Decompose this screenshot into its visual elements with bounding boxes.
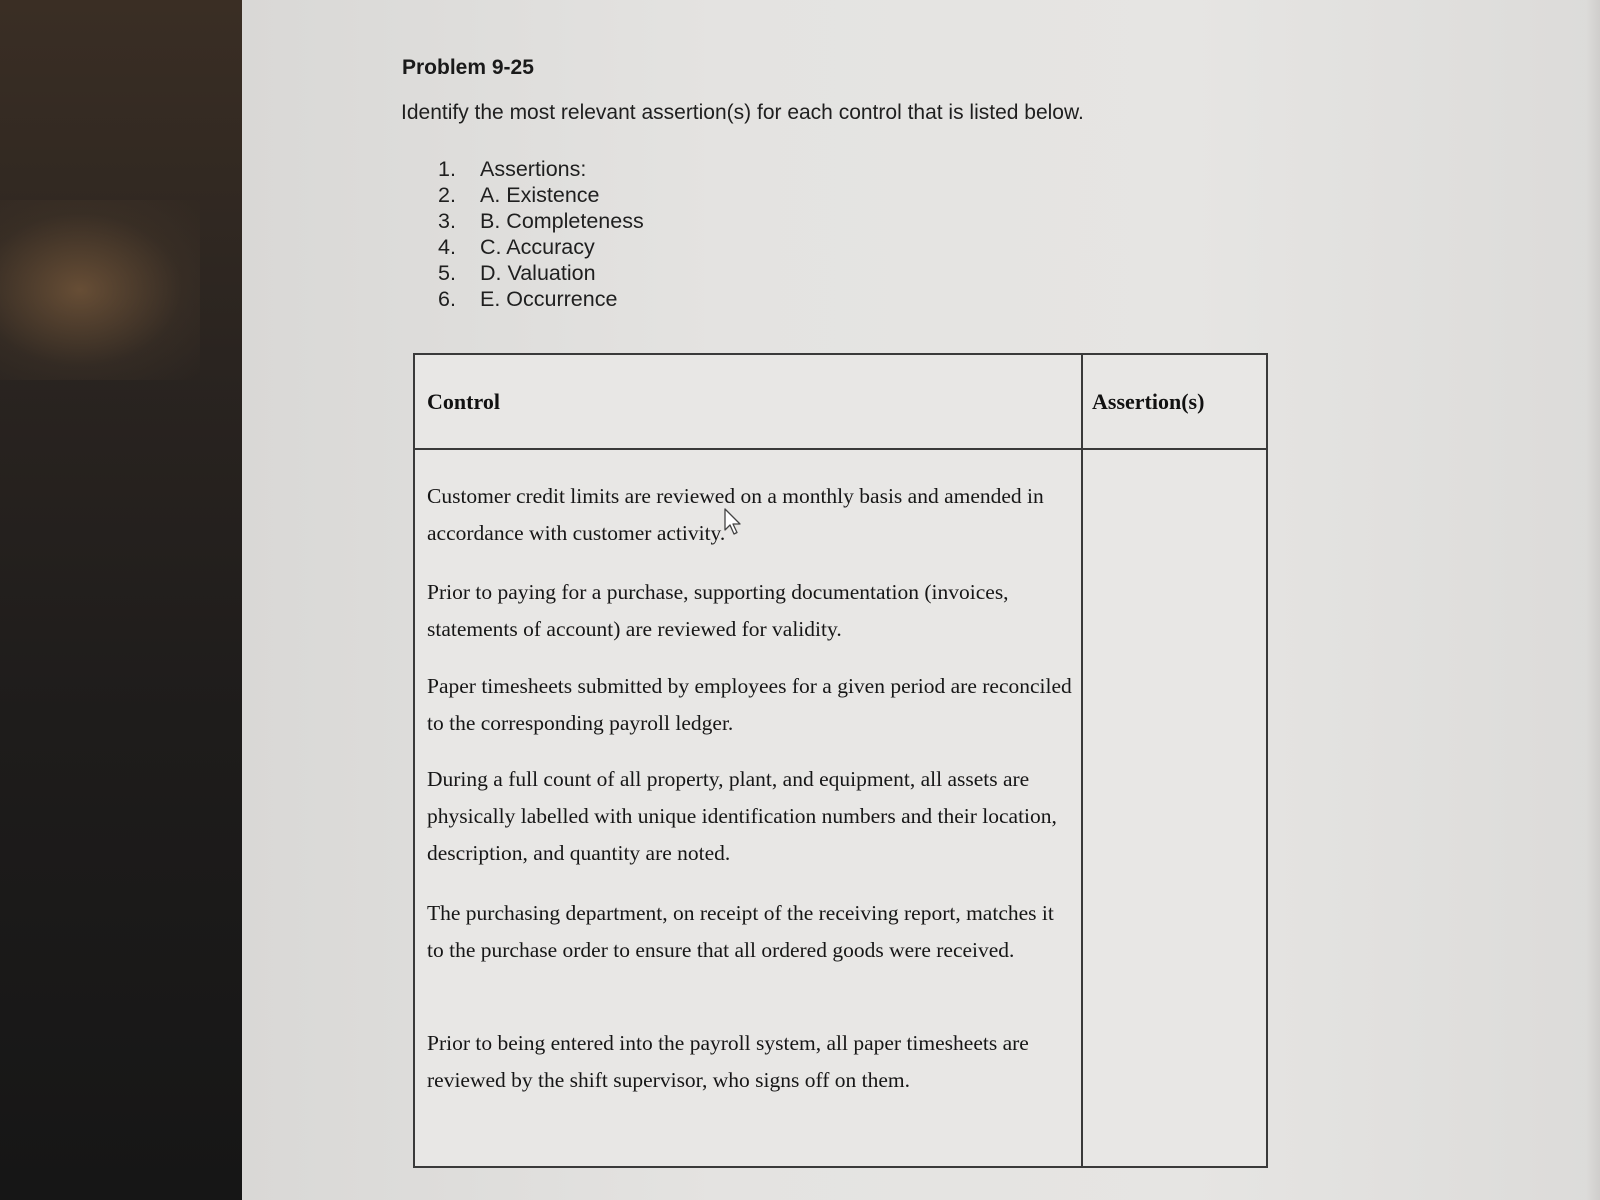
list-text: Assertions: (480, 157, 587, 181)
list-text: B. Completeness (480, 209, 644, 233)
assertion-cell[interactable] (1085, 1025, 1265, 1055)
problem-instructions: Identify the most relevant assertion(s) for each control that is listed below. (401, 101, 1084, 124)
assertion-cell[interactable] (1085, 668, 1265, 698)
control-text: Paper timesheets submitted by employees for a given period are reconciled to the corresponding payroll ledger. (427, 674, 1072, 735)
list-item (438, 234, 644, 260)
list-item (438, 286, 644, 312)
list-number: 2. (438, 183, 456, 207)
monitor-bezel (0, 0, 260, 1200)
problem-title: Problem 9-25 (402, 56, 534, 79)
control-table (413, 353, 1268, 1168)
list-text: C. Accuracy (480, 235, 595, 259)
control-text: During a full count of all property, plant, and equipment, all assets are physically labelled with unique identification numbers and their location, description, and quantity are noted. (427, 767, 1057, 865)
control-text: Customer credit limits are reviewed on a monthly basis and amended in accordance with customer activity. (427, 484, 1044, 545)
assertion-cell[interactable] (1085, 574, 1265, 604)
table-row (427, 1025, 1072, 1099)
list-text: E. Occurrence (480, 287, 618, 311)
list-item (438, 260, 644, 286)
list-text: D. Valuation (480, 261, 596, 285)
list-text: A. Existence (480, 183, 600, 207)
table-row (427, 895, 1072, 969)
control-text: The purchasing department, on receipt of the receiving report, matches it to the purchase order to ensure that all ordered goods were received. (427, 901, 1054, 962)
list-number: 3. (438, 209, 456, 233)
screen-edge-shadow (1586, 0, 1600, 1200)
table-row (427, 761, 1072, 872)
control-text: Prior to being entered into the payroll system, all paper timesheets are reviewed by the shift supervisor, who signs off on them. (427, 1031, 1029, 1092)
assertion-cell[interactable] (1085, 478, 1265, 508)
list-number: 6. (438, 287, 456, 311)
list-item (438, 208, 644, 234)
assertions-column-header: Assertion(s) (1092, 389, 1205, 414)
light-reflection (0, 200, 200, 380)
list-number: 1. (438, 157, 456, 181)
assertion-cell[interactable] (1085, 761, 1265, 791)
control-column-header: Control (427, 389, 500, 414)
mouse-cursor-icon (723, 508, 743, 536)
table-row (427, 478, 1072, 552)
list-item (438, 182, 644, 208)
control-text: Prior to paying for a purchase, supporting documentation (invoices, statements of account) are reviewed for validity. (427, 580, 1009, 641)
table-row (427, 668, 1072, 742)
column-divider (1081, 355, 1083, 1166)
list-number: 4. (438, 235, 456, 259)
assertion-cell[interactable] (1085, 895, 1265, 925)
list-number: 5. (438, 261, 456, 285)
list-item (438, 156, 644, 182)
table-row (427, 574, 1072, 648)
header-divider (415, 448, 1266, 450)
assertions-list (438, 156, 644, 312)
